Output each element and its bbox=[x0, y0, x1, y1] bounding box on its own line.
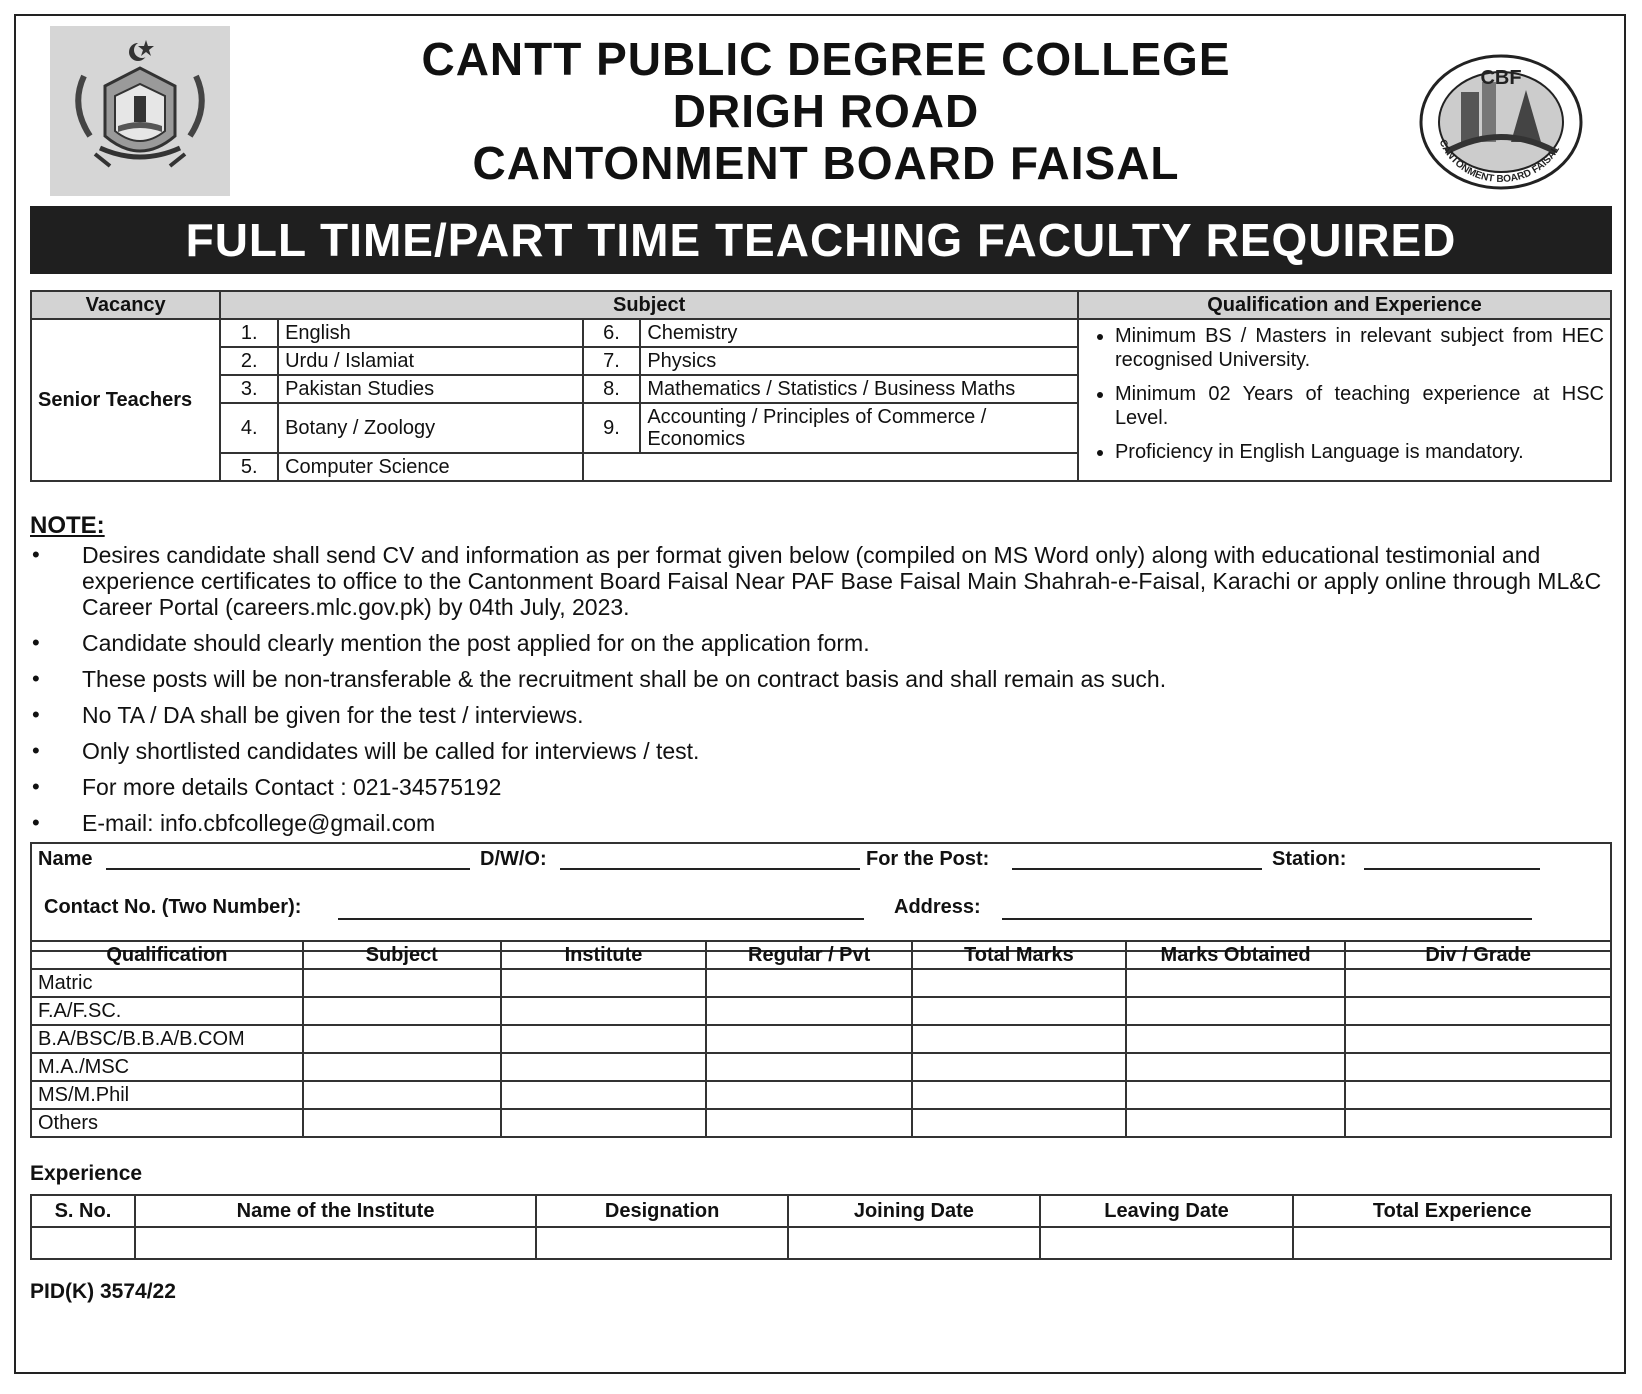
cbf-ring-text: CANTONMENT BOARD FAISAL bbox=[1436, 138, 1562, 186]
blank-cell[interactable] bbox=[1345, 1053, 1611, 1081]
application-form-box bbox=[30, 842, 1612, 952]
subject-name: English bbox=[278, 319, 582, 347]
subject-number: 4. bbox=[220, 403, 278, 453]
blank-cell[interactable] bbox=[706, 1109, 912, 1137]
blank-cell[interactable] bbox=[912, 1109, 1126, 1137]
blank-cell[interactable] bbox=[706, 997, 912, 1025]
blank-cell[interactable] bbox=[303, 969, 501, 997]
blank-cell[interactable] bbox=[706, 1053, 912, 1081]
subject-name: Physics bbox=[640, 347, 1078, 375]
subject-name: Computer Science bbox=[278, 453, 582, 481]
table-row bbox=[31, 969, 1611, 997]
faculty-required-banner: FULL TIME/PART TIME TEACHING FACULTY REQUIRED bbox=[30, 206, 1612, 274]
table-row bbox=[31, 1053, 1611, 1081]
subject-number: 6. bbox=[583, 319, 641, 347]
note-item: • Candidate should clearly mention the post applied for on the application form. bbox=[30, 630, 1614, 656]
qualification-list-cell bbox=[1078, 319, 1611, 481]
blank-cell[interactable] bbox=[31, 1227, 135, 1259]
subject-number: 2. bbox=[220, 347, 278, 375]
note-item: • No TA / DA shall be given for the test / interviews. bbox=[30, 702, 1614, 728]
blank-cell[interactable] bbox=[501, 1081, 707, 1109]
advertisement-page bbox=[14, 14, 1626, 1374]
blank-cell[interactable] bbox=[912, 1081, 1126, 1109]
blank-cell[interactable] bbox=[1126, 969, 1346, 997]
subject-name: Chemistry bbox=[640, 319, 1078, 347]
subject-name: Botany / Zoology bbox=[278, 403, 582, 453]
empty-subject-cell bbox=[583, 453, 1078, 481]
exp-header: Joining Date bbox=[788, 1195, 1040, 1227]
blank-cell[interactable] bbox=[501, 969, 707, 997]
blank-cell[interactable] bbox=[501, 997, 707, 1025]
blank-cell[interactable] bbox=[706, 1081, 912, 1109]
dwo-field-line[interactable] bbox=[560, 868, 860, 870]
subject-number: 1. bbox=[220, 319, 278, 347]
blank-cell[interactable] bbox=[303, 997, 501, 1025]
subject-number: 9. bbox=[583, 403, 641, 453]
qt-header: Total Marks bbox=[912, 941, 1126, 969]
post-label: For the Post: bbox=[866, 848, 990, 870]
blank-cell[interactable] bbox=[706, 1025, 912, 1053]
blank-cell[interactable] bbox=[303, 1109, 501, 1137]
blank-cell[interactable] bbox=[1293, 1227, 1611, 1259]
qualification-row-label: B.A/BSC/B.B.A/B.COM bbox=[31, 1025, 303, 1053]
blank-cell[interactable] bbox=[501, 1053, 707, 1081]
table-row bbox=[31, 1109, 1611, 1137]
blank-cell[interactable] bbox=[501, 1109, 707, 1137]
qualification-row-label: M.A./MSC bbox=[31, 1053, 303, 1081]
table-row bbox=[31, 997, 1611, 1025]
experience-table bbox=[30, 1194, 1612, 1260]
qt-header: Marks Obtained bbox=[1126, 941, 1346, 969]
subject-name: Urdu / Islamiat bbox=[278, 347, 582, 375]
vacancy-table bbox=[30, 290, 1612, 482]
qualification-item: • Minimum 02 Years of teaching experience at HSC Level. bbox=[1115, 382, 1604, 430]
qt-header: Qualification bbox=[31, 941, 303, 969]
blank-cell[interactable] bbox=[912, 997, 1126, 1025]
blank-cell[interactable] bbox=[1345, 1109, 1611, 1137]
qt-header: Institute bbox=[501, 941, 707, 969]
name-label: Name bbox=[38, 848, 93, 870]
blank-cell[interactable] bbox=[1126, 997, 1346, 1025]
blank-cell[interactable] bbox=[1126, 1081, 1346, 1109]
blank-cell[interactable] bbox=[1345, 969, 1611, 997]
note-item: • For more details Contact : 021-34575192 bbox=[30, 774, 1614, 800]
subject-name: Accounting / Principles of Commerce / Economics bbox=[640, 403, 1078, 453]
blank-cell[interactable] bbox=[706, 969, 912, 997]
subject-name: Pakistan Studies bbox=[278, 375, 582, 403]
blank-cell[interactable] bbox=[788, 1227, 1040, 1259]
blank-cell[interactable] bbox=[1126, 1109, 1346, 1137]
table-row bbox=[31, 1081, 1611, 1109]
contact-field-line[interactable] bbox=[338, 918, 864, 920]
vacancy-header: Vacancy bbox=[31, 291, 220, 319]
publication-id: PID(K) 3574/22 bbox=[30, 1280, 176, 1303]
subject-number: 8. bbox=[583, 375, 641, 403]
board-name-title: CANTONMENT BOARD FAISAL bbox=[472, 137, 1180, 189]
subject-name: Mathematics / Statistics / Business Maths bbox=[640, 375, 1078, 403]
note-item: • Desires candidate shall send CV and information as per format given below (compiled on MS Word only) along with educational testimonial and experience certificates to office to the Cantonment Board Faisal Near PAF Base Faisal Main Shahrah-e-Faisal, Karachi or apply online through ML&C Career Portal (careers.mlc.gov.pk) by 04th July, 2023. bbox=[30, 542, 1614, 620]
blank-cell[interactable] bbox=[1126, 1053, 1346, 1081]
note-item: • These posts will be non-transferable & the recruitment shall be on contract basis and shall remain as such. bbox=[30, 666, 1614, 692]
exp-header: Leaving Date bbox=[1040, 1195, 1294, 1227]
vacancy-senior-teachers: Senior Teachers bbox=[31, 319, 220, 481]
dwo-label: D/W/O: bbox=[480, 848, 547, 870]
note-item: • Only shortlisted candidates will be called for interviews / test. bbox=[30, 738, 1614, 764]
blank-cell[interactable] bbox=[912, 969, 1126, 997]
college-crest-logo bbox=[50, 26, 230, 196]
blank-cell[interactable] bbox=[536, 1227, 788, 1259]
note-item: • E-mail: info.cbfcollege@gmail.com bbox=[30, 810, 1614, 836]
qualification-item: • Minimum BS / Masters in relevant subject from HEC recognised University. bbox=[1115, 324, 1604, 372]
qualification-table bbox=[30, 940, 1612, 1138]
qualification-header: Qualification and Experience bbox=[1078, 291, 1611, 319]
station-field-line[interactable] bbox=[1364, 868, 1540, 870]
exp-header: Name of the Institute bbox=[135, 1195, 536, 1227]
qt-header: Regular / Pvt bbox=[706, 941, 912, 969]
blank-cell[interactable] bbox=[501, 1025, 707, 1053]
blank-cell[interactable] bbox=[303, 1081, 501, 1109]
blank-cell[interactable] bbox=[912, 1025, 1126, 1053]
exp-header: S. No. bbox=[31, 1195, 135, 1227]
blank-cell[interactable] bbox=[1126, 1025, 1346, 1053]
experience-title: Experience bbox=[30, 1162, 143, 1185]
college-name-title: CANTT PUBLIC DEGREE COLLEGE bbox=[421, 33, 1231, 85]
contact-label: Contact No. (Two Number): bbox=[44, 896, 302, 918]
blank-cell[interactable] bbox=[1345, 997, 1611, 1025]
blank-cell[interactable] bbox=[303, 1053, 501, 1081]
cbf-seal-logo bbox=[1416, 52, 1586, 192]
qualification-row-label: F.A/F.SC. bbox=[31, 997, 303, 1025]
subject-number: 5. bbox=[220, 453, 278, 481]
cbf-logo-text: CBF bbox=[1480, 67, 1522, 89]
blank-cell[interactable] bbox=[135, 1227, 536, 1259]
table-row bbox=[31, 1025, 1611, 1053]
blank-cell[interactable] bbox=[912, 1053, 1126, 1081]
qualification-row-label: Others bbox=[31, 1109, 303, 1137]
blank-cell[interactable] bbox=[1040, 1227, 1294, 1259]
address-field-line[interactable] bbox=[1002, 918, 1532, 920]
qualification-row-label: Matric bbox=[31, 969, 303, 997]
subject-number: 3. bbox=[220, 375, 278, 403]
subject-number: 7. bbox=[583, 347, 641, 375]
blank-cell[interactable] bbox=[1345, 1025, 1611, 1053]
name-field-line[interactable] bbox=[106, 868, 470, 870]
blank-cell[interactable] bbox=[1345, 1081, 1611, 1109]
subject-header: Subject bbox=[220, 291, 1078, 319]
qualification-row-label: MS/M.Phil bbox=[31, 1081, 303, 1109]
note-title: NOTE: bbox=[30, 512, 105, 539]
qt-header: Div / Grade bbox=[1345, 941, 1611, 969]
note-list bbox=[30, 542, 1614, 846]
station-label: Station: bbox=[1272, 848, 1347, 870]
college-location-title: DRIGH ROAD bbox=[672, 85, 980, 137]
post-field-line[interactable] bbox=[1012, 868, 1262, 870]
qt-header: Subject bbox=[303, 941, 501, 969]
table-row bbox=[31, 1227, 1611, 1259]
address-label: Address: bbox=[894, 896, 981, 918]
exp-header: Designation bbox=[536, 1195, 788, 1227]
blank-cell[interactable] bbox=[303, 1025, 501, 1053]
exp-header: Total Experience bbox=[1293, 1195, 1611, 1227]
qualification-item: • Proficiency in English Language is mandatory. bbox=[1115, 440, 1604, 464]
